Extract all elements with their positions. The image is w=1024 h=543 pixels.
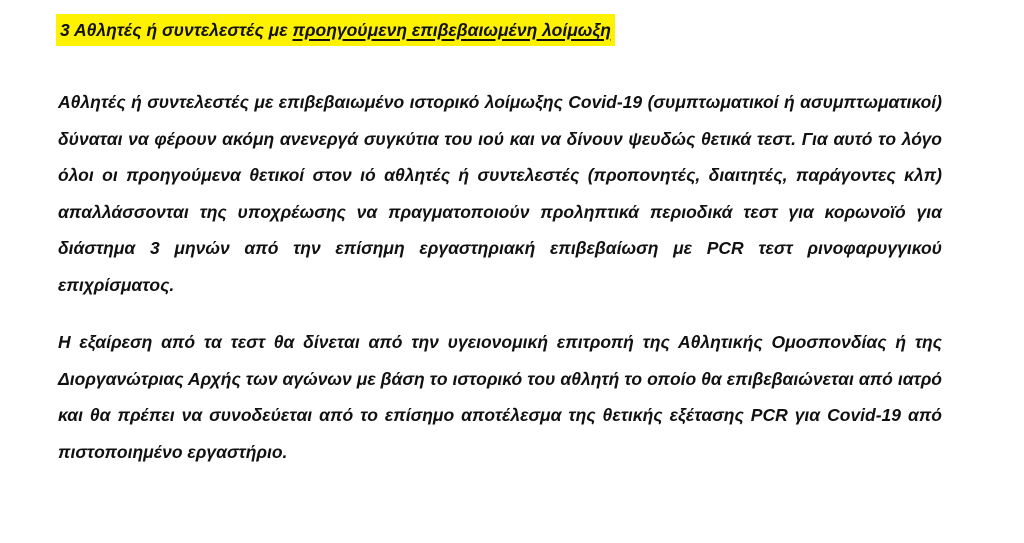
paragraph-1: Αθλητές ή συντελεστές με επιβεβαιωμένο ιστορικό λοίμωξης Covid-19 (συμπτωματικοί ή ασυμπτωματικοί) δύναται να φέρουν ακόμη ανενεργά συγκύτια του ιού και να δίνουν ψευδώς θετικά τεστ. Για αυτό το λόγο όλοι οι προηγούμενα θετικοί στον ιό αθλητές ή συντελεστές (προπονητές, διαιτητές, παράγοντες κλπ) απαλλάσσονται της υποχρέωσης να πραγματοποιούν προληπτικά περιοδικά τεστ για κορωνοϊό για διάστημα 3 μηνών από την επίσημη εργαστηριακή επιβεβαίωση με PCR τεστ ρινοφαρυγγικού επιχρίσματος. bbox=[58, 92, 942, 295]
heading-prefix: 3 Αθλητές ή συντελεστές με bbox=[60, 20, 293, 40]
heading-underlined-text: προηγούμενη επιβεβαιωμένη λοίμωξη bbox=[292, 20, 611, 40]
paragraph-2: Η εξαίρεση από τα τεστ θα δίνεται από την υγειονομική επιτροπή της Αθλητικής Ομοσπονδίας ή της Διοργανώτριας Αρχής των αγώνων με βάση το ιστορικό του αθλητή το οποίο θα επιβεβαιώνεται από ιατρό και θα πρέπει να συνοδεύεται από το επίσημο αποτέλεσμα της θετικής εξέτασης PCR για Covid-19 από πιστοποιημένο εργαστήριο. bbox=[58, 332, 942, 462]
section-heading bbox=[56, 14, 615, 46]
